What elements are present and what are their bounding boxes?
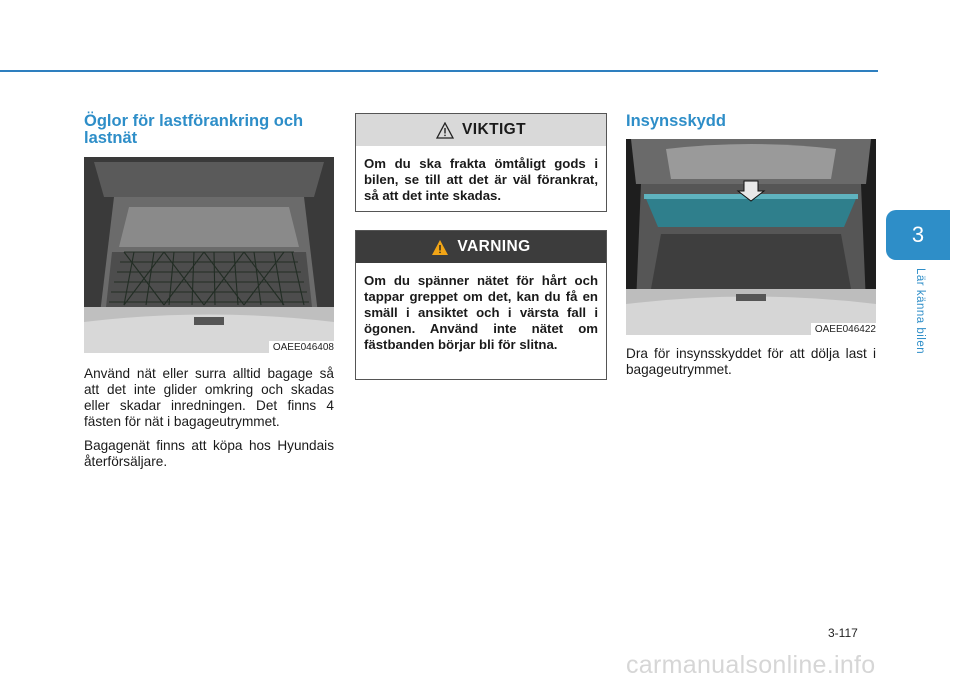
warning-text: Om du spänner nätet för hårt och tappar greppet om det, kan du få en smäll i ansiktet och i värsta fall i ögonen. Använd inte nätet om fästbanden börjar bli för slitna. <box>364 273 598 352</box>
cargo-cover-text <box>626 346 876 386</box>
top-rule <box>0 70 878 72</box>
cargo-net-illustration <box>84 157 334 353</box>
section-heading-cover: Insynsskydd <box>626 112 726 130</box>
important-text: Om du ska frakta ömtåligt gods i bilen, se till att det är väl förankrat, så att det inte skadas. <box>364 156 598 203</box>
warning-triangle-icon <box>431 239 449 256</box>
caution-triangle-icon <box>436 122 454 139</box>
section-heading-cargo-net: Öglor för lastförankring och lastnät <box>84 112 304 147</box>
paragraph: Bagagenät finns att köpa hos Hyundais återförsäljare. <box>84 438 334 469</box>
chapter-tab <box>886 210 950 260</box>
important-header <box>356 114 606 146</box>
page-number: 3-117 <box>828 626 858 640</box>
image-code: OAEE046422 <box>811 323 876 335</box>
cargo-cover-illustration <box>626 139 876 335</box>
important-box <box>355 113 607 212</box>
important-title: VIKTIGT <box>462 121 526 138</box>
cargo-net-photo <box>84 157 334 353</box>
warning-header <box>356 231 606 263</box>
warning-box <box>355 230 607 380</box>
chapter-title: Lär känna bilen <box>914 268 926 355</box>
chapter-number: 3 <box>911 222 925 247</box>
warning-title: VARNING <box>457 238 531 255</box>
paragraph: Använd nät eller surra alltid bagage så att det inte glider omkring och skadas eller skadar inredningen. Det finns 4 fästen för nät i bagageutrymmet. <box>84 366 334 429</box>
cargo-cover-photo <box>626 139 876 335</box>
cargo-net-text <box>84 366 334 478</box>
paragraph: Dra för insynsskyddet för att dölja last i bagageutrymmet. <box>626 346 876 377</box>
watermark: carmanualsonline.info <box>626 651 876 679</box>
image-code: OAEE046408 <box>269 341 334 353</box>
